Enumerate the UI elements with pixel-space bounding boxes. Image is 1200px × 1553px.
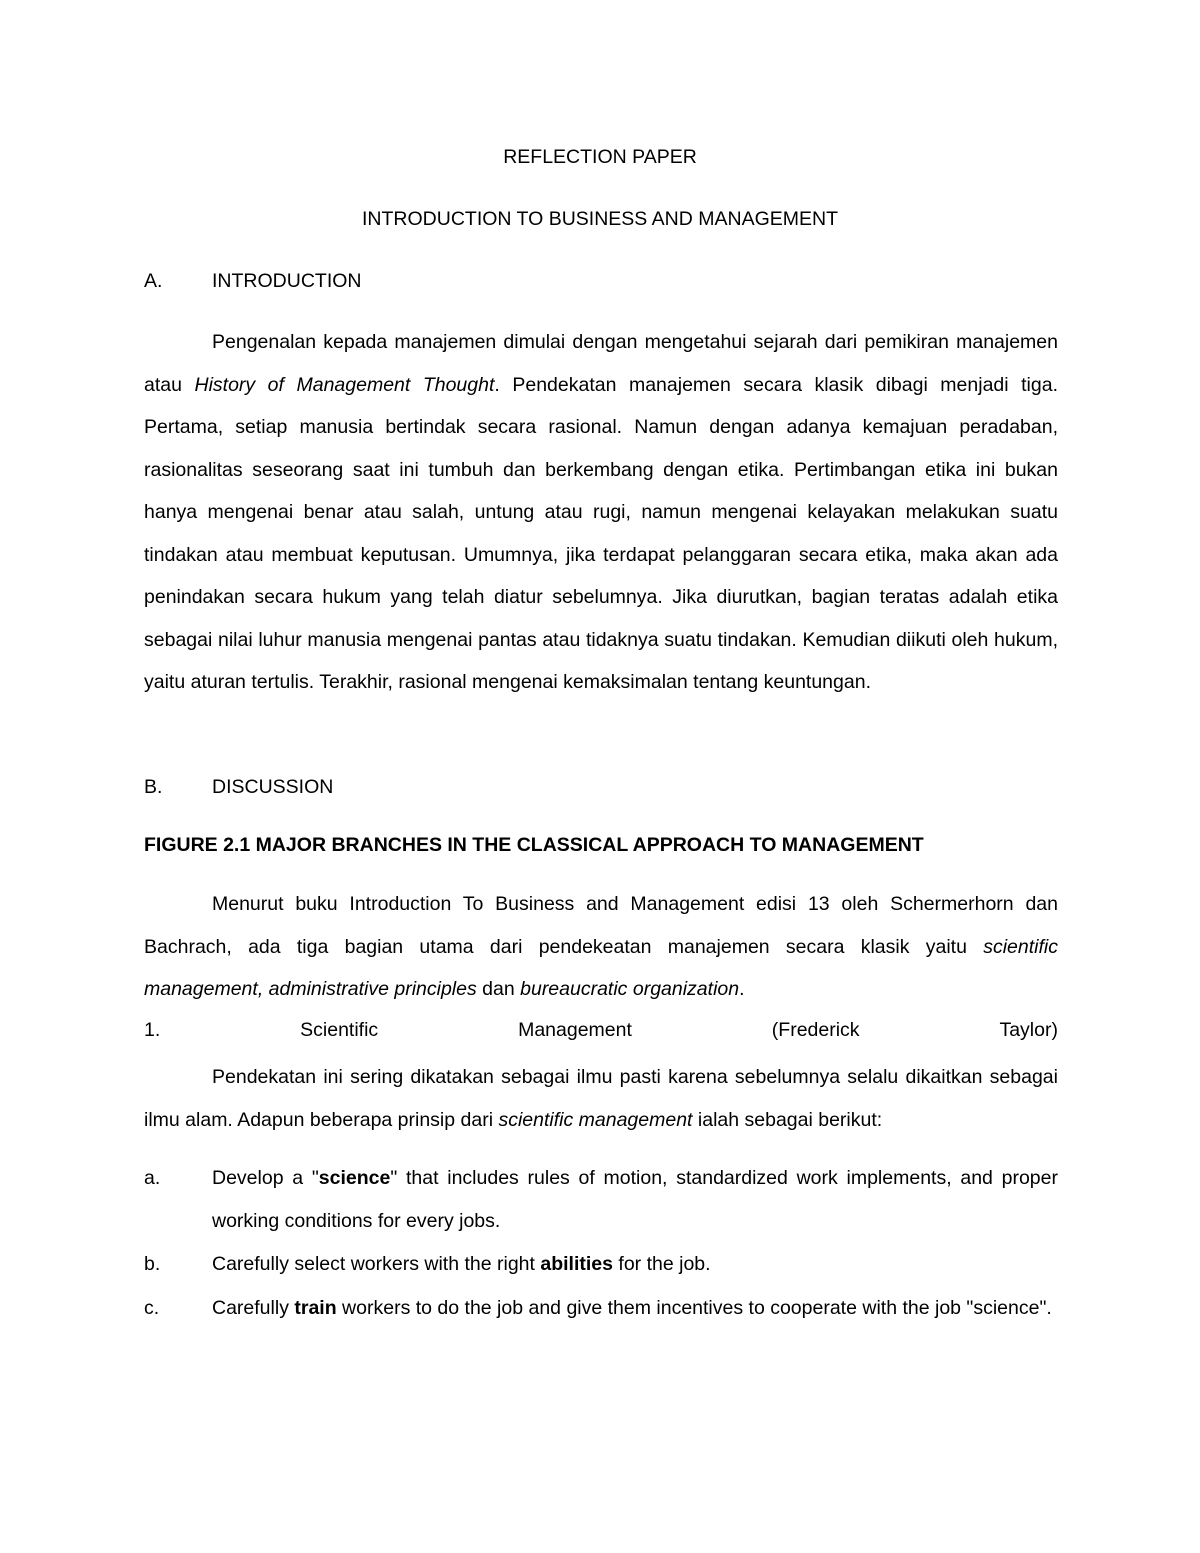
sm-text-1: Pendekatan ini sering dikatakan sebagai ilmu pasti karena sebelumnya selalu dikaitkan sebagai ilmu alam. Adapun beberapa prinsip dari (144, 1066, 1058, 1131)
discussion-paragraph (144, 883, 1058, 1011)
document-subtitle: INTRODUCTION TO BUSINESS AND MANAGEMENT (362, 208, 838, 230)
introduction-paragraph (144, 321, 1058, 704)
list-text: Carefully (212, 1296, 295, 1319)
intro-text-1: Pengenalan kepada manajemen dimulai dengan mengetahui sejarah dari pemikiran manajemen atau (144, 331, 1058, 396)
section-b-heading (144, 776, 333, 799)
principles-list (144, 1157, 1058, 1329)
list-marker: a. (144, 1167, 161, 1189)
section-b-title: DISCUSSION (212, 776, 334, 798)
discussion-text-1: Menurut buku Introduction To Business and Management edisi 13 oleh Schermerhorn dan Bachrach, ada tiga bagian utama dari pendekeatan manajemen secara klasik yaitu (144, 893, 1058, 958)
numbered-heading-1 (144, 1019, 1058, 1042)
numbered-heading-word: Management (518, 1019, 632, 1041)
section-a-title: INTRODUCTION (212, 270, 362, 292)
list-bold-term: abilities (540, 1253, 613, 1275)
numbered-heading-word: (Frederick (771, 1019, 860, 1041)
section-a-letter: A. (144, 270, 163, 292)
document-title: REFLECTION PAPER (503, 146, 697, 168)
list-text: Develop a " (212, 1167, 319, 1189)
list-text: workers to do the job and give them incentives to cooperate with the job "science". (336, 1296, 1052, 1319)
section-a-heading (144, 270, 362, 293)
discussion-text-3: . (739, 978, 745, 1000)
sm-text-2: ialah sebagai berikut: (692, 1108, 883, 1131)
list-bold-term: science (318, 1167, 391, 1189)
discussion-italic-2: bureaucratic organization (520, 978, 740, 1000)
figure-title: FIGURE 2.1 MAJOR BRANCHES IN THE CLASSICAL APPROACH TO MANAGEMENT (144, 834, 924, 856)
list-text: Carefully select workers with the right (212, 1253, 541, 1275)
list-text: for the job. (613, 1253, 711, 1275)
list-item (144, 1157, 1058, 1242)
list-item (144, 1243, 1058, 1286)
numbered-heading-number: 1. (144, 1019, 161, 1041)
intro-italic-term: History of Management Thought (194, 373, 495, 396)
list-bold-term: train (294, 1296, 337, 1319)
sm-italic-term: scientific management (498, 1108, 693, 1131)
list-item (144, 1287, 1058, 1330)
numbered-heading-word: Scientific (300, 1019, 379, 1041)
numbered-heading-word: Taylor) (999, 1019, 1058, 1041)
section-b-letter: B. (144, 776, 163, 798)
intro-text-2: . Pendekatan manajemen secara klasik dibagi menjadi tiga. Pertama, setiap manusia bertindak secara rasional. Namun dengan adanya kemajuan peradaban, rasionalitas seseorang saat ini tumbuh dan berkembang dengan etika. Pertimbangan etika ini bukan hanya mengenai benar atau salah, untung atau rugi, namun mengenai kelayakan melakukan suatu tindakan atau membuat keputusan. Umumnya, jika terdapat pelanggaran secara etika, maka akan ada penindakan secara hukum yang telah diatur sebelumnya. Jika diurutkan, bagian teratas adalah etika sebagai nilai luhur manusia mengenai pantas atau tidaknya suatu tindakan. Kemudian diikuti oleh hukum, yaitu aturan tertulis. Terakhir, rasional mengenai kemaksimalan tentang keuntungan. (144, 373, 1058, 693)
discussion-text-2: dan (476, 978, 521, 1000)
list-marker: b. (144, 1253, 161, 1275)
list-marker: c. (144, 1296, 160, 1319)
list-text: " that includes rules of motion, standardized work implements, and proper working conditions for every jobs. (212, 1167, 1058, 1232)
scientific-management-paragraph (144, 1056, 1058, 1141)
discussion-italic-1: scientific management, administrative principles (144, 935, 1058, 1000)
